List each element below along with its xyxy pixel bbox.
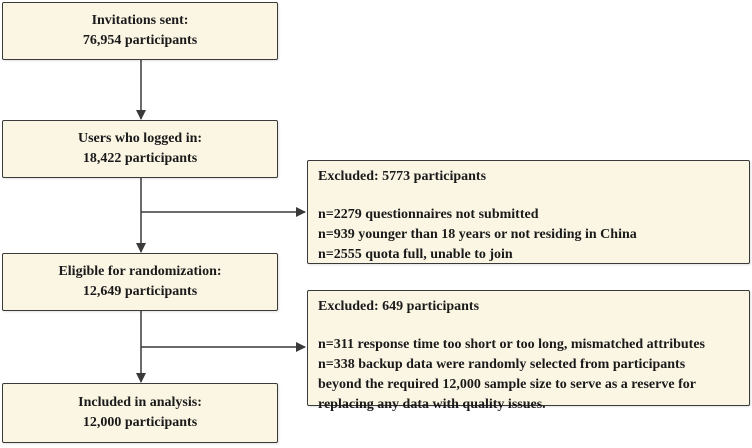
excluded-box-2 — [307, 290, 750, 412]
excluded-2-item: n=311 response time too short or too long, mismatched attributes — [318, 337, 705, 352]
excluded-2-item: beyond the required 12,000 sample size to serve as a reserve for — [318, 377, 696, 392]
excluded-2-item: replacing any data with quality issues. — [318, 397, 546, 412]
logged-in-count: 18,422 participants — [82, 151, 198, 166]
excluded-1-item: n=2279 questionnaires not submitted — [318, 207, 539, 222]
included-count: 12,000 participants — [82, 415, 198, 430]
excluded-2-title: Excluded: 649 participants — [318, 299, 480, 314]
eligible-box — [2, 253, 278, 311]
invitations-box — [2, 2, 278, 60]
logged-in-title: Users who logged in: — [77, 131, 203, 146]
excluded-1-item: n=939 younger than 18 years or not residing in China — [318, 227, 637, 242]
invitations-title: Invitations sent: — [91, 13, 189, 28]
eligible-title: Eligible for randomization: — [58, 264, 222, 279]
logged-in-box — [2, 120, 278, 178]
excluded-2-item: n=338 backup data were randomly selected from participants — [318, 357, 686, 372]
excluded-box-1 — [307, 160, 750, 264]
invitations-count: 76,954 participants — [82, 33, 198, 48]
excluded-1-item: n=2555 quota full, unable to join — [318, 247, 513, 262]
eligible-count: 12,649 participants — [82, 284, 198, 299]
excluded-1-title: Excluded: 5773 participants — [318, 169, 487, 184]
included-title: Included in analysis: — [78, 395, 202, 410]
included-box — [2, 383, 278, 443]
